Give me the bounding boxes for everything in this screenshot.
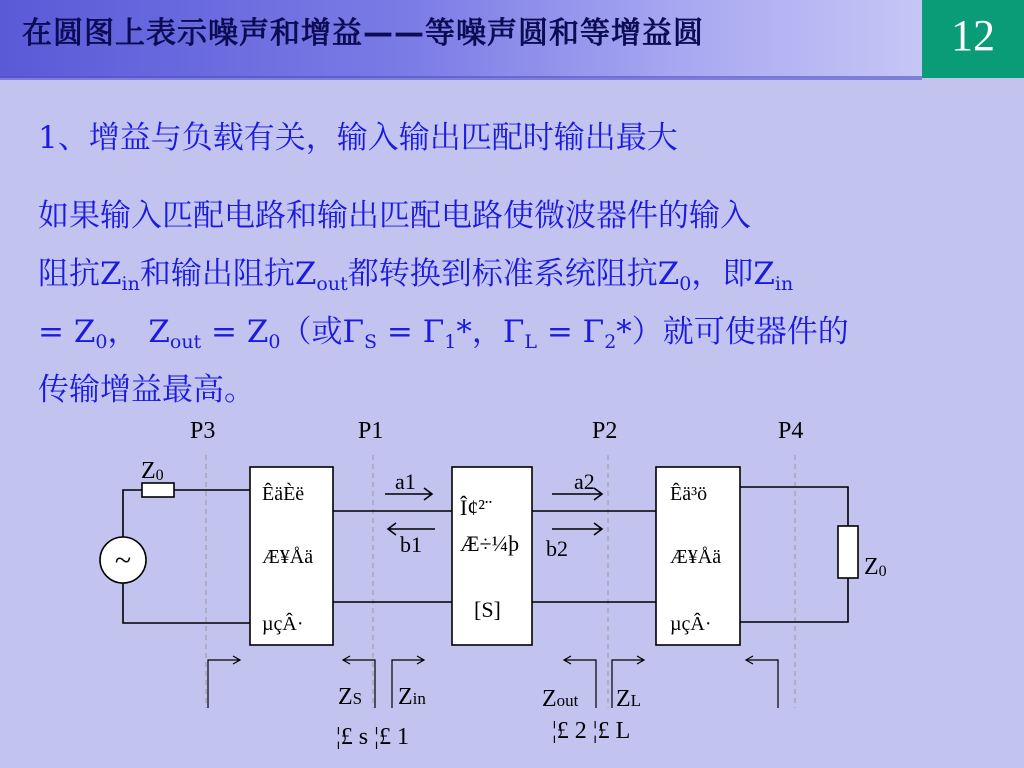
wire (740, 578, 848, 622)
input-network-line-2: Æ¥Åä (262, 546, 314, 568)
label-main: Z (338, 684, 353, 710)
input-network-line-3: µçÂ· (262, 613, 304, 635)
source-tilde-icon: ~ (114, 544, 132, 577)
text: *，Γ (456, 314, 525, 350)
label-main: Z (864, 554, 879, 580)
text: = Γ (377, 314, 445, 350)
device-line-2: Æ÷¼þ (460, 531, 520, 556)
text: ， Z (107, 314, 170, 350)
output-network-line-3: µçÂ· (670, 613, 712, 635)
subscript: 0 (95, 331, 108, 353)
gamma-s-1-label: ¦£ s ¦£ 1 (336, 724, 409, 750)
wave-a2: a2 (574, 469, 595, 494)
text: = Z (201, 314, 269, 350)
output-network-line-1: Êä³ö (670, 483, 708, 505)
slide-title: 在圆图上表示噪声和增益——等噪声圆和等增益圆 (22, 16, 704, 51)
ref-arrow-icon (208, 656, 240, 708)
text: *）就可使器件的 (616, 314, 849, 350)
subscript: in (121, 273, 140, 295)
zs-label (338, 684, 362, 710)
subscript: 2 (604, 331, 617, 353)
label-main: Z (141, 458, 156, 484)
page-number: 12 (951, 11, 995, 60)
load-resistor (838, 526, 858, 578)
load-impedance-label (864, 554, 887, 580)
point-1: 1、增益与负载有关，输入输出匹配时输出最大 (38, 120, 678, 156)
text: （或Γ (280, 314, 365, 350)
subscript: S (364, 331, 378, 353)
subscript: 1 (444, 331, 457, 353)
wire (740, 487, 848, 526)
subscript: 0 (679, 273, 692, 295)
label-sub: 0 (155, 467, 164, 484)
text: = Γ (537, 314, 605, 350)
zout-label (542, 686, 579, 712)
para-line-1: 如果输入匹配电路和输出匹配电路使微波器件的输入 (38, 198, 751, 234)
title-bar (0, 0, 922, 78)
ref-arrow-icon (746, 656, 778, 708)
text: 都转换到标准系统阻抗Z (347, 256, 680, 292)
label-sub: S (352, 689, 363, 708)
input-network-line-1: ÊäÈë (262, 483, 305, 505)
subscript: 0 (268, 331, 281, 353)
label-sub: out (556, 691, 579, 710)
port-label-p4: P4 (778, 418, 804, 444)
paragraph (38, 187, 849, 419)
text: ，即Z (691, 256, 775, 292)
gamma-2-l-label: ¦£ 2 ¦£ L (552, 718, 631, 744)
port-label-p3: P3 (190, 418, 216, 444)
amplifier-block-diagram (0, 400, 1024, 768)
port-label-p1: P1 (358, 418, 384, 444)
wire (123, 583, 250, 623)
source-resistor (142, 483, 174, 497)
label-sub: 0 (878, 563, 887, 580)
zin-label (398, 684, 426, 710)
output-network-line-2: Æ¥Åä (670, 546, 722, 568)
subscript: in (774, 273, 794, 295)
text: 传输增益最高。 (38, 372, 255, 408)
text: 和输出阻抗Z (139, 256, 317, 292)
page-number-box (922, 0, 1024, 78)
label-sub: L (630, 691, 642, 710)
wire (123, 490, 142, 537)
wave-b2: b2 (546, 536, 568, 561)
label-main: Z (398, 684, 413, 710)
text: 阻抗Z (38, 256, 122, 292)
title-bar-underline (0, 76, 922, 80)
label-main: Z (616, 686, 631, 712)
source-impedance-label (141, 458, 164, 484)
wave-a1: a1 (395, 469, 416, 494)
label-sub: in (412, 689, 426, 708)
subscript: out (169, 331, 202, 353)
subscript: L (524, 331, 537, 353)
device-line-1: Î¢²¨ (460, 495, 493, 520)
subscript: out (316, 273, 348, 295)
port-label-p2: P2 (592, 418, 618, 444)
wave-b1: b1 (400, 532, 422, 557)
text: = Z (38, 314, 96, 350)
arrow-right-icon (552, 523, 602, 535)
label-main: Z (542, 686, 557, 712)
zl-label (616, 686, 641, 712)
s-matrix-label: [S] (474, 597, 501, 622)
